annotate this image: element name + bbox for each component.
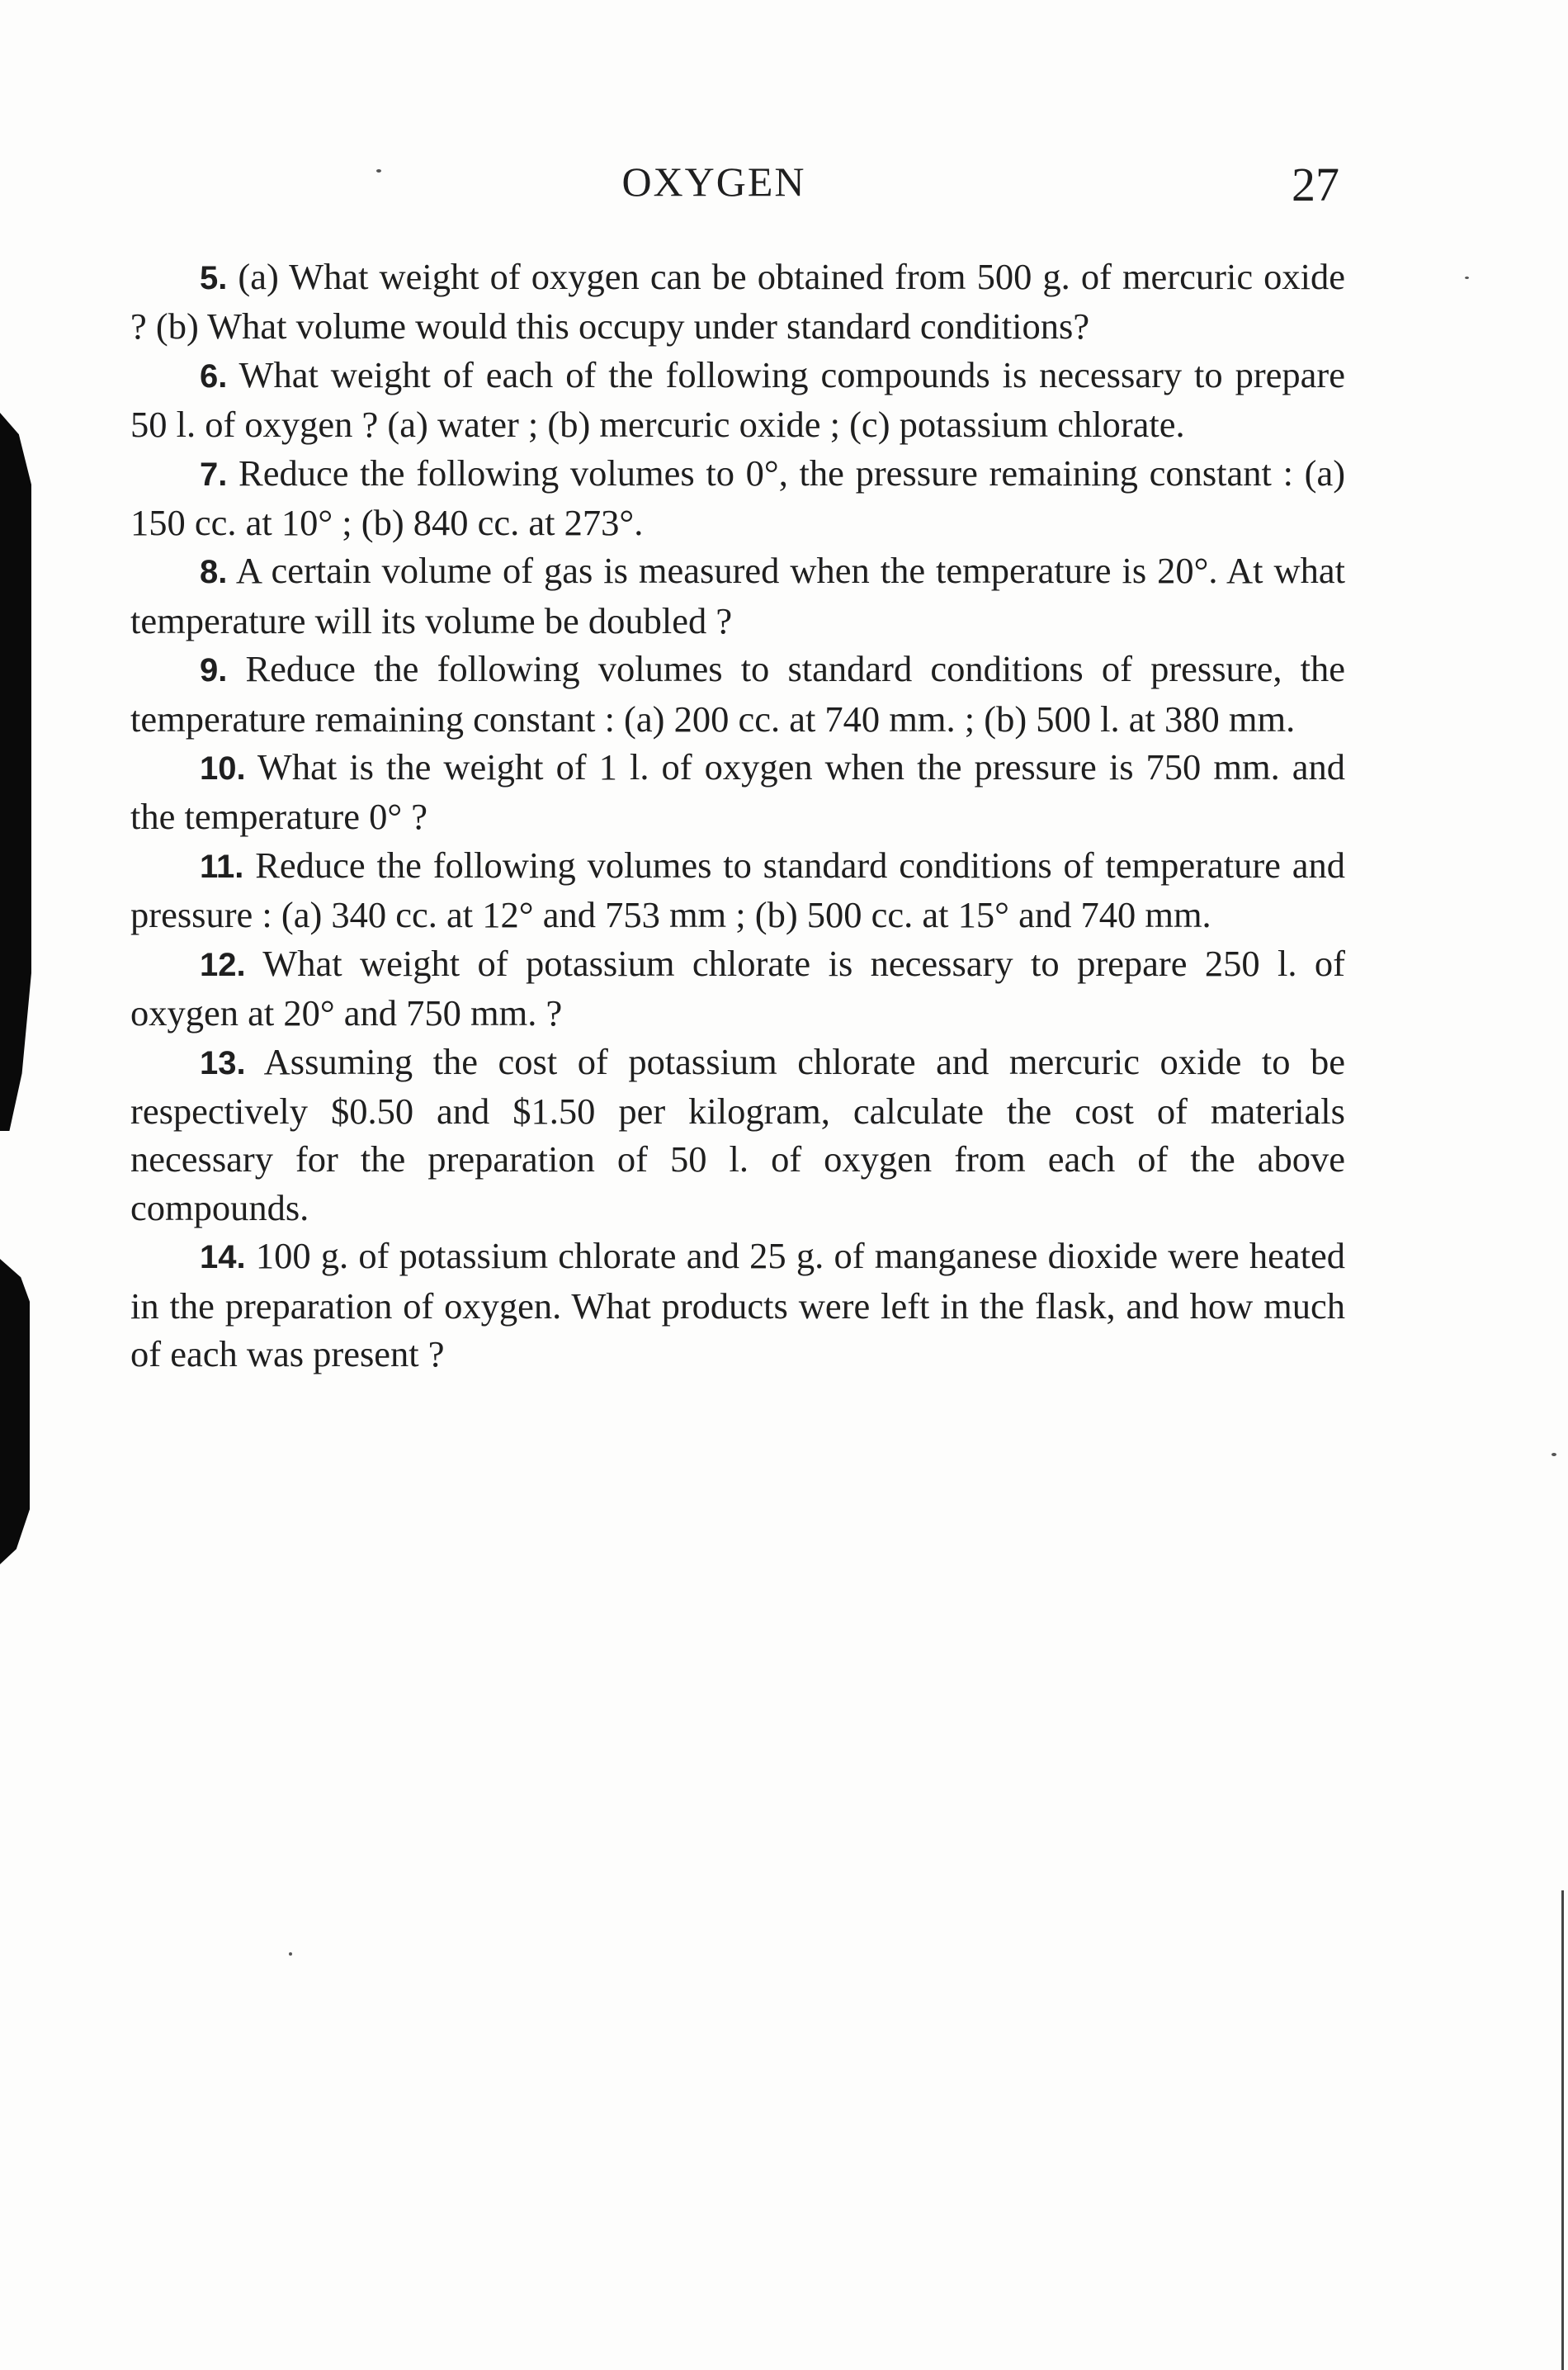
- binding-shadow-lower: [0, 1259, 30, 1564]
- problem-9: [130, 645, 1345, 743]
- problem-text: Reduce the following volumes to standard conditions of pressure, the temperature remaining constant : (a) 200 cc. at 740 mm. ; (b) 500 l. at 380 mm.: [130, 648, 1345, 740]
- problem-text: A certain volume of gas is measured when the temperature is 20°. At what temperature will its volume be doubled ?: [130, 550, 1346, 641]
- problem-text: Assuming the cost of potassium chlorate and mercuric oxide to be respectively $0.50 and $1.50 per kilogram, calculate the cost of materials necessary for the preparation of 50 l. of oxygen from each of the above compounds.: [130, 1040, 1345, 1228]
- page-title: OXYGEN: [621, 158, 806, 205]
- speck: [1465, 277, 1469, 279]
- problem-6: [130, 351, 1345, 449]
- problem-number: 7.: [200, 456, 228, 493]
- right-edge-line: [1561, 1890, 1564, 2370]
- problem-number: 12.: [200, 946, 246, 983]
- problem-text: 100 g. of potassium chlorate and 25 g. of manganese dioxide were heated in the preparation of oxygen. What products were left in the flask, and how much of each was present ?: [130, 1235, 1346, 1374]
- speck: [289, 1952, 292, 1956]
- problem-number: 9.: [200, 652, 228, 689]
- problem-14: [130, 1232, 1345, 1378]
- problem-number: 6.: [200, 357, 228, 395]
- problem-8: [130, 546, 1345, 645]
- problem-11: [130, 841, 1345, 939]
- problem-10: [130, 743, 1345, 841]
- problem-12: [130, 939, 1345, 1038]
- problem-number: 13.: [200, 1044, 246, 1081]
- problem-number: 10.: [200, 750, 246, 788]
- speck: [1551, 1453, 1556, 1456]
- problem-13: [130, 1038, 1345, 1232]
- problem-5: [130, 253, 1345, 351]
- problem-7: [130, 449, 1345, 547]
- problem-text: Reduce the following volumes to 0°, the pressure remaining constant : (a) 150 cc. at 10° ; (b) 840 cc. at 273°.: [130, 452, 1346, 544]
- problem-text: What is the weight of 1 l. of oxygen when the pressure is 750 mm. and the temperature 0° ?: [130, 746, 1345, 838]
- problem-text: What weight of potassium chlorate is necessary to prepare 250 l. of oxygen at 20° and 750 mm. ?: [130, 942, 1345, 1034]
- page-number: 27: [1292, 158, 1339, 211]
- running-head: [0, 155, 1568, 221]
- problem-text: Reduce the following volumes to standard conditions of temperature and pressure : (a) 340 cc. at 12° and 753 mm ; (b) 500 cc. at 15° and 740 mm.: [130, 844, 1345, 936]
- problem-number: 8.: [200, 554, 228, 591]
- problem-text: (a) What weight of oxygen can be obtained from 500 g. of mercuric oxide ? (b) What volume would this occupy under standard conditions?: [130, 256, 1345, 348]
- problem-text: What weight of each of the following compounds is necessary to prepare 50 l. of oxygen ? (a) water ; (b) mercuric oxide ; (c) potassium chlorate.: [130, 353, 1345, 446]
- problem-number: 5.: [200, 260, 228, 296]
- problem-number: 14.: [200, 1239, 246, 1276]
- problem-list: [130, 253, 1345, 1378]
- binding-shadow-upper: [0, 413, 31, 1131]
- problem-number: 11.: [200, 848, 244, 885]
- speck: [376, 169, 381, 173]
